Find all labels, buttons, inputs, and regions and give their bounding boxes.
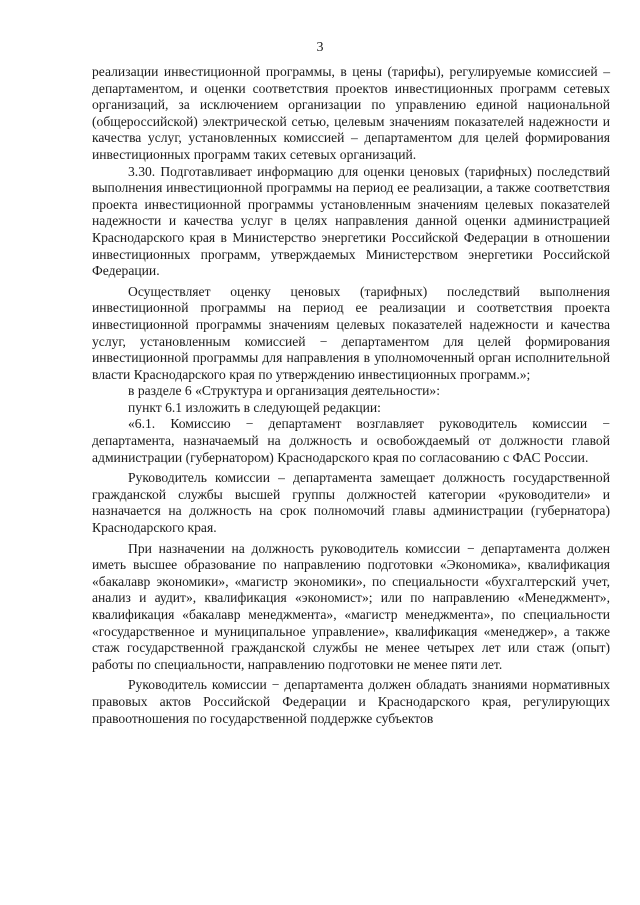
paragraph: реализации инвестиционной программы, в цены (тарифы), регулируемые комиссией – департаментом, и оценки соответствия проектов инвестиционных программ сетевых организаций, за исключением организации по управлению единой национальной (общероссийской) электрической сетью, целевым значениям показателей надежности и качества услуг, установленных комиссией – департаментом для целей формирования инвестиционных программ таких сетевых организаций. (92, 64, 610, 162)
paragraph: «6.1. Комиссию − департамент возглавляет руководитель комиссии − департамента, назначаемый на должность и освобождаемый от должности главой администрации (губернатором) Краснодарского края по согласованию с ФАС России. (92, 416, 610, 465)
paragraph: в разделе 6 «Структура и организация деятельности»: (128, 383, 440, 399)
page-number: 3 (316, 40, 324, 55)
paragraph: 3.30. Подготавливает информацию для оценки ценовых (тарифных) последствий выполнения инвестиционной программы на период ее реализации, а также соответствия проекта инвестиционной программы установленным значениям целевых показателей надежности и качества услуг в целях направления данной оценки администрацией Краснодарского края в Министерство энергетики Российской Федерации в отношении инвестиционных программ, утверждаемых Министерством энергетики Российской Федерации. (92, 163, 610, 279)
paragraph: Руководитель комиссии − департамента должен обладать знаниями нормативных правовых актов Российской Федерации и Краснодарского края, регулирующих правоотношения по государственной поддержке субъектов (92, 677, 610, 726)
paragraph: При назначении на должность руководитель комиссии − департамента должен иметь высшее образование по направлению подготовки «Экономика», квалификация «бакалавр экономики», «магистр экономики», по специальности «бухгалтерский учет, анализ и аудит», квалификация «экономист»; или по направлению «Менеджмент», квалификация «бакалавр менеджмента», «магистр менеджмента», по специальности «государственное и муниципальное управление», квалификация «менеджер», а также стаж государственной гражданской службы не менее четырех лет или стаж (опыт) работы по специальности, направлению подготовки не менее пяти лет. (92, 540, 610, 672)
document-body (92, 64, 610, 727)
paragraph: пункт 6.1 изложить в следующей редакции: (128, 399, 381, 415)
paragraph: Осуществляет оценку ценовых (тарифных) последствий выполнения инвестиционной программы на период ее реализации и соответствия проекта инвестиционной программы значениям целевых показателей надежности и качества услуг, установленным комиссией − департаментом для целей формирования инвестиционной программы для направления в уполномоченный орган исполнительной власти Краснодарского края по утверждению инвестиционных программ.»; (92, 283, 610, 382)
paragraph: Руководитель комиссии – департамента замещает должность государственной гражданской службы высшей группы должностей категории «руководители» и назначается на должность на срок полномочий главы администрации (губернатора) Краснодарского края. (92, 470, 610, 536)
